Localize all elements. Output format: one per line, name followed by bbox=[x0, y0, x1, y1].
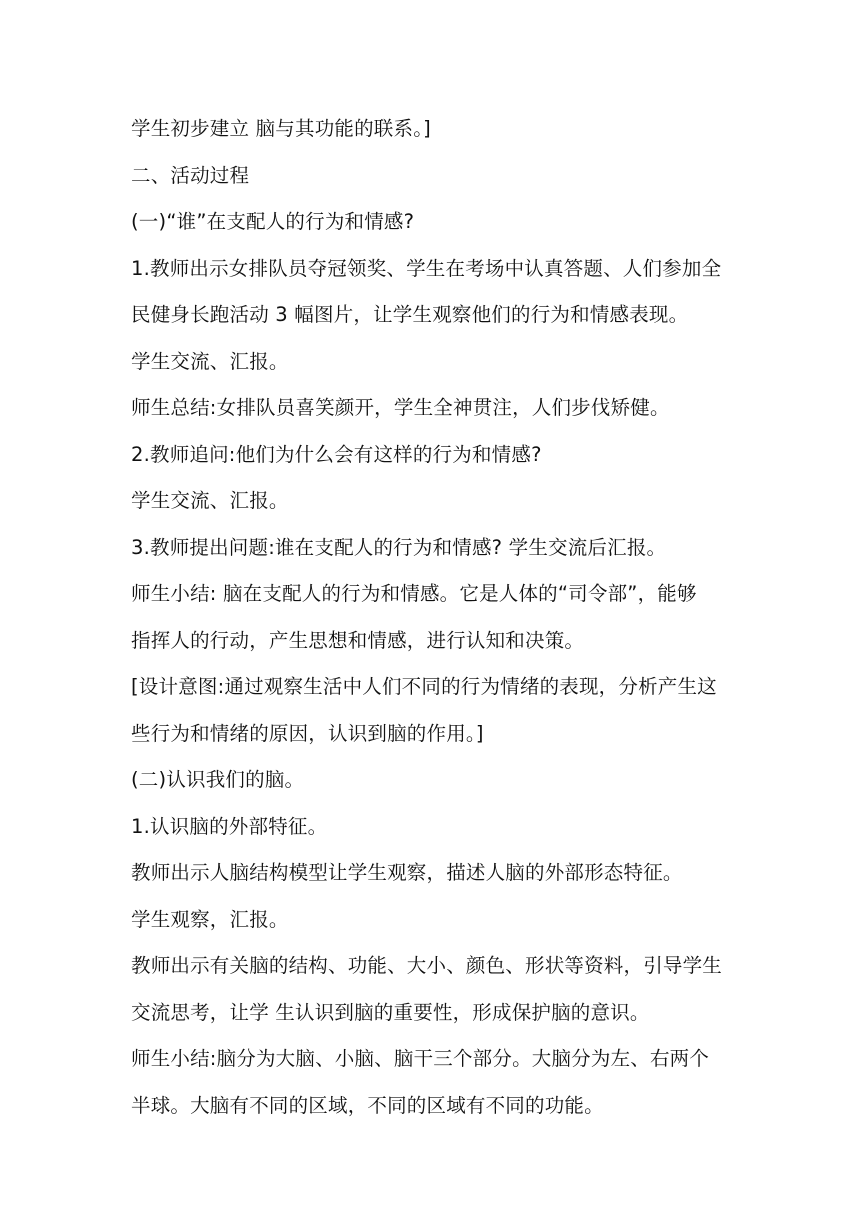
text-line: 半球。大脑有不同的区域，不同的区域有不同的功能。 bbox=[131, 1093, 604, 1117]
text-line: 学生交流、汇报。 bbox=[131, 349, 289, 373]
subsection-heading: (二)认识我们的脑。 bbox=[131, 768, 305, 791]
text-line: 1.教师出示女排队员夺冠领奖、学生在考场中认真答题、人们参加全 bbox=[131, 256, 722, 280]
document-body bbox=[131, 106, 735, 1129]
text-line: 交流思考，让学 生认识到脑的重要性，形成保护脑的意识。 bbox=[131, 1000, 650, 1024]
text-line: 些行为和情绪的原因，认识到脑的作用。] bbox=[131, 721, 484, 745]
text-line: 学生交流、汇报。 bbox=[131, 489, 289, 512]
text-line: 指挥人的行动，产生思想和情感，进行认知和决策。 bbox=[131, 628, 585, 652]
subsection-heading: (一)“谁”在支配人的行为和情感? bbox=[131, 210, 415, 233]
text-line: 学生观察，汇报。 bbox=[131, 907, 289, 931]
text-line: 学生初步建立 脑与其功能的联系。] bbox=[131, 117, 431, 140]
text-line: 1.认识脑的外部特征。 bbox=[131, 814, 328, 838]
text-line: [设计意图:通过观察生活中人们不同的行为情绪的表现，分析产生这 bbox=[131, 675, 717, 698]
text-line: 2.教师追问:他们为什么会有这样的行为和情感? bbox=[131, 442, 542, 466]
text-line: 师生小结: 脑在支配人的行为和情感。它是人体的“司令部”，能够 bbox=[131, 582, 697, 605]
text-line: 民健身长跑活动 3 幅图片，让学生观察他们的行为和情感表现。 bbox=[131, 303, 689, 326]
text-line: 教师出示有关脑的结构、功能、大小、颜色、形状等资料，引导学生 bbox=[131, 954, 723, 977]
text-line: 师生总结:女排队员喜笑颜开，学生全神贯注，人们步伐矫健。 bbox=[131, 396, 670, 419]
text-line: 教师出示人脑结构模型让学生观察，描述人脑的外部形态特征。 bbox=[131, 861, 683, 884]
section-heading: 二、活动过程 bbox=[131, 163, 250, 187]
text-line: 3.教师提出问题:谁在支配人的行为和情感? 学生交流后汇报。 bbox=[131, 535, 667, 559]
text-line: 师生小结:脑分为大脑、小脑、脑干三个部分。大脑分为左、右两个 bbox=[131, 1047, 710, 1070]
